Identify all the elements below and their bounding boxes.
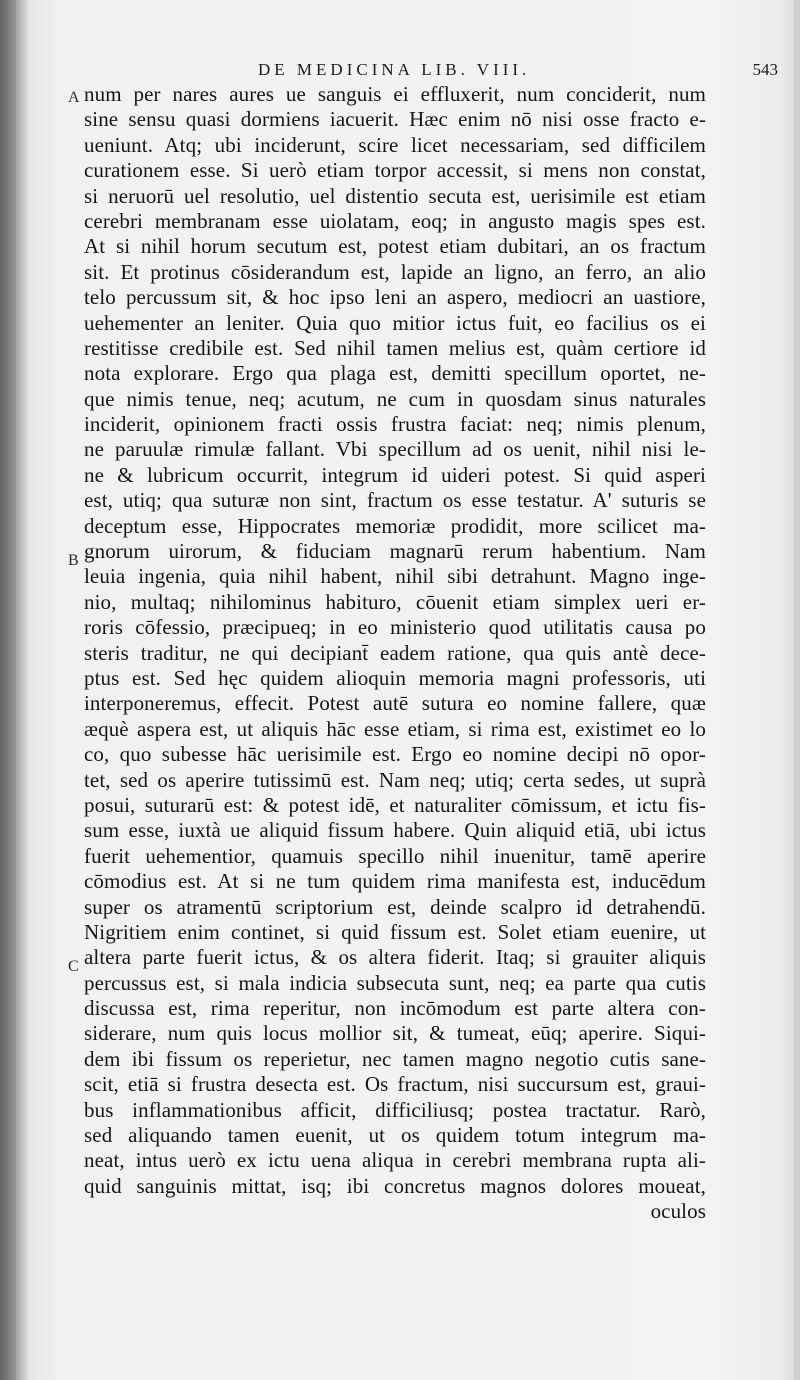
- text-line: si neruorū uel resolutio, uel distentio secuta est, uerisimile est etiam: [84, 183, 706, 208]
- page-edge: [794, 0, 800, 1380]
- text-line: ne & lubricum occurrit, integrum id uideri potest. Si quid asperi: [84, 462, 706, 487]
- text-line: steris traditur, ne qui decipiant̄ eadem ratione, qua quis antè dece-: [84, 640, 706, 665]
- text-line: ptus est. Sed hęc quidem alioquin memoria magni professoris, uti: [84, 665, 706, 690]
- text-line: siderare, num quis locus mollior sit, & tumeat, eūq; aperire. Siqui-: [84, 1021, 706, 1046]
- running-head: DE MEDICINA LIB. VIII.: [258, 60, 531, 79]
- text-line: altera parte fuerit ictus, & os altera fiderit. Itaq; si grauiter aliquis: [84, 945, 706, 970]
- text-line: sed aliquando tamen euenit, ut os quidem totum integrum ma-: [84, 1123, 706, 1148]
- text-line: super os atramentū scriptorium est, deinde scalpro id detrahendū.: [84, 894, 706, 919]
- text-line: roris cōfessio, præcipueq; in eo ministerio quod utilitatis causa po: [84, 615, 706, 640]
- text-line: nio, multaq; nihilominus habituro, cōuenit etiam simplex ueri er-: [84, 589, 706, 614]
- text-line: est, utiq; qua suturæ non sint, fractum os esse testatur. A' suturis se: [84, 488, 706, 513]
- margin-letter-c: C: [68, 958, 79, 975]
- catchword: oculos: [650, 1199, 706, 1224]
- text-line: ueniunt. Atq; ubi inciderunt, scire licet necessariam, sed difficilem: [84, 132, 706, 157]
- text-line: uehementer an leniter. Quia quo mitior ictus fuit, eo facilius os ei: [84, 310, 706, 335]
- margin-letter-a: A: [68, 89, 80, 106]
- text-line: percussus est, si mala indicia subsecuta sunt, neq; ea parte qua cutis: [84, 970, 706, 995]
- text-line: dem ibi fissum os reperietur, nec tamen magno negotio cutis sane-: [84, 1046, 706, 1071]
- text-line: æquè aspera est, ut aliquis hāc esse etiam, si rima est, existimet eo lo: [84, 716, 706, 741]
- text-line: gnorum uirorum, & fiduciam magnarū rerum habentium. Nam: [84, 539, 706, 564]
- text-line: sine sensu quasi dormiens iacuerit. Hæc enim nō nisi osse fracto e-: [84, 107, 706, 132]
- text-line: co, quo subesse hāc uerisimile est. Ergo eo nomine decipi nō opor-: [84, 742, 706, 767]
- text-line: discussa est, rima reperitur, non incōmodum est parte altera con-: [84, 996, 706, 1021]
- text-line: que nimis tenue, neq; acutum, ne cum in quosdam sinus naturales: [84, 386, 706, 411]
- text-line: restitisse credibile est. Sed nihil tamen melius est, quàm certiore id: [84, 335, 706, 360]
- text-line: sum esse, iuxtà ue aliquid fissum habere. Quin aliquid etiā, ubi ictus: [84, 818, 706, 843]
- text-line: fuerit uehementior, quamuis specillo nihil inuenitur, tamē aperire: [84, 843, 706, 868]
- page-header: [0, 60, 800, 82]
- text-line: bus inflammationibus afficit, difficiliusq; postea tractatur. Rarò,: [84, 1097, 706, 1122]
- text-line: posui, suturarū est: & potest idē, et naturaliter cōmissum, et ictu fis-: [84, 792, 706, 817]
- text-line: ne paruulæ rimulæ fallant. Vbi specillum ad os uenit, nihil nisi le-: [84, 437, 706, 462]
- text-line: quid sanguinis mittat, isq; ibi concretus magnos dolores moueat,: [84, 1173, 706, 1198]
- text-line: telo percussum sit, & hoc ipso leni an aspero, mediocri an uastiore,: [84, 285, 706, 310]
- text-line: curationem esse. Si uerò etiam torpor accessit, si mens non constat,: [84, 158, 706, 183]
- text-line: At si nihil horum secutum est, potest etiam dubitari, an os fractum: [84, 234, 706, 259]
- text-line: tet, sed os aperire tutissimū est. Nam neq; utiq; certa sedes, ut suprà: [84, 767, 706, 792]
- text-line: neat, intus uerò ex ictu uena aliqua in cerebri membrana rupta ali-: [84, 1148, 706, 1173]
- body-text: [84, 82, 706, 1225]
- text-line: inciderit, opinionem fracti ossis frustra faciat: neq; nimis plenum,: [84, 412, 706, 437]
- text-line: scit, etiā si frustra desecta est. Os fractum, nisi succursum est, graui-: [84, 1072, 706, 1097]
- text-line: cerebri membranam esse uiolatam, eoq; in angusto magis spes est.: [84, 208, 706, 233]
- page-number: 543: [752, 60, 778, 79]
- text-line: sit. Et protinus cōsiderandum est, lapide an ligno, an ferro, an alio: [84, 259, 706, 284]
- text-line: deceptum esse, Hippocrates memoriæ prodidit, more scilicet ma-: [84, 513, 706, 538]
- text-line: leuia ingenia, quia nihil habent, nihil sibi detrahunt. Magno inge-: [84, 564, 706, 589]
- text-line: cōmodius est. At si ne tum quidem rima manifesta est, inducēdum: [84, 869, 706, 894]
- gutter-shadow: [0, 0, 16, 1380]
- margin-letter-b: B: [68, 552, 79, 569]
- text-line: Nigritiem enim continet, si quid fissum est. Solet etiam euenire, ut: [84, 919, 706, 944]
- text-line: interponeremus, effecit. Potest autē sutura eo nomine fallere, quæ: [84, 691, 706, 716]
- text-line: num per nares aures ue sanguis ei effluxerit, num conciderit, num: [84, 82, 706, 106]
- text-line: nota explorare. Ergo qua plaga est, demitti specillum oportet, ne-: [84, 361, 706, 386]
